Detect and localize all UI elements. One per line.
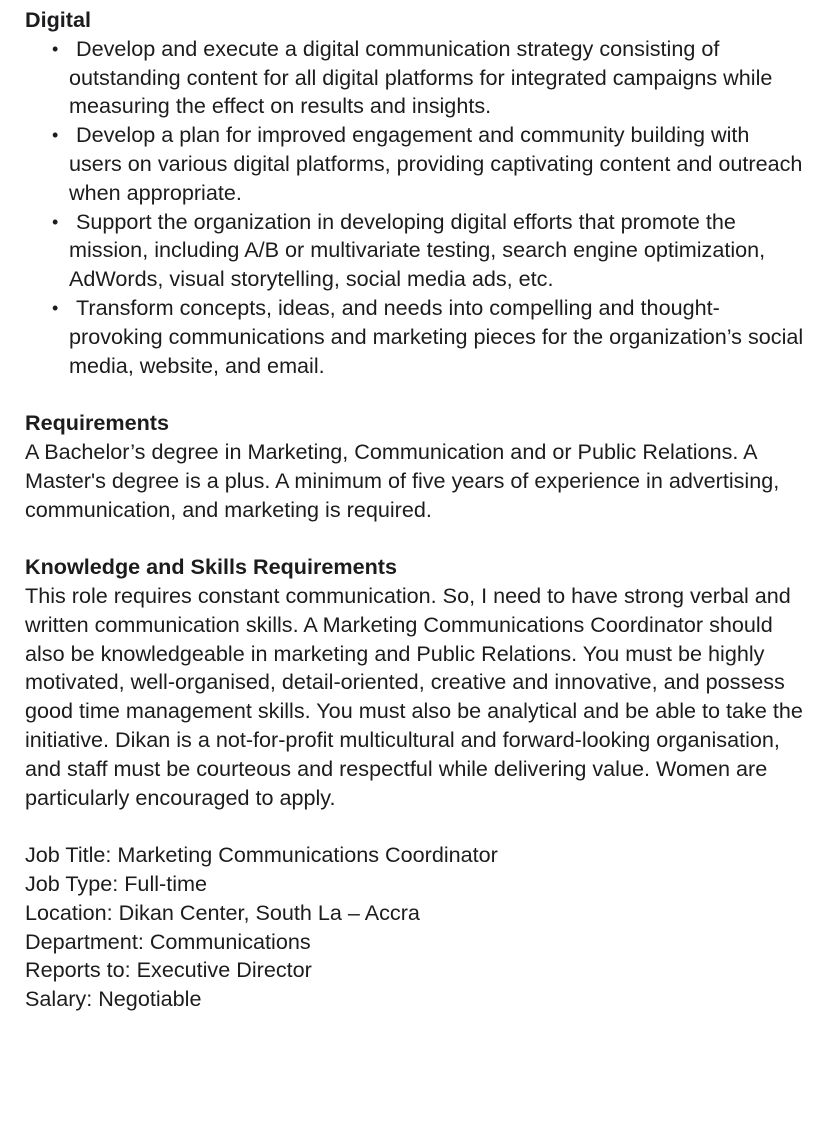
job-details (25, 841, 808, 1014)
bullet-icon: • (52, 211, 59, 232)
knowledge-text: This role requires constant communication. So, I need to have strong verbal and written communication skills. A Marketing Communications Coordinator should also be knowledgeable in marketing and Public Relations. You must be highly motivated, well-organised, detail-oriented, creative and innovative, and possess good time management skills. You must also be analytical and be able to take the initiative. Dikan is a not-for-profit multicultural and forward-looking organisation, and staff must be courteous and respectful while delivering value. Women are particularly encouraged to apply. (25, 582, 803, 810)
digital-bullet-list (25, 35, 808, 381)
digital-bullet-item (25, 35, 808, 121)
digital-bullet-text: Transform concepts, ideas, and needs into compelling and thought-provoking communications and marketing pieces for the organization’s social media, website, and email. (69, 294, 804, 378)
job-type-line: Job Type: Full-time (25, 870, 208, 896)
bullet-icon: • (52, 297, 59, 318)
section-spacer (25, 380, 808, 409)
section-spacer (25, 524, 808, 553)
bullet-icon: • (52, 38, 59, 59)
bullet-icon: • (52, 125, 59, 146)
salary-line: Salary: Negotiable (25, 986, 202, 1012)
requirements-heading: Requirements (25, 410, 169, 436)
reports-to-line: Reports to: Executive Director (25, 957, 312, 983)
location-line: Location: Dikan Center, South La – Accra (25, 899, 420, 925)
digital-bullet-text: Develop a plan for improved engagement and community building with users on various digital platforms, providing captivating content and outreach when appropriate. (69, 122, 803, 205)
digital-heading: Digital (25, 7, 91, 32)
knowledge-heading: Knowledge and Skills Requirements (25, 554, 397, 580)
department-line: Department: Communications (25, 928, 311, 954)
digital-bullet-text: Support the organization in developing digital efforts that promote the mission, including A/B or multivariate testing, search engine optimization, AdWords, visual storytelling, social media ads, etc. (69, 208, 766, 292)
requirements-text: A Bachelor’s degree in Marketing, Communication and or Public Relations. A Master's degree is a plus. A minimum of five years of experience in advertising, communication, and marketing is required. (25, 438, 780, 522)
digital-bullet-item (25, 208, 808, 294)
section-spacer (25, 812, 808, 841)
job-title-line: Job Title: Marketing Communications Coordinator (25, 842, 498, 868)
digital-bullet-text: Develop and execute a digital communication strategy consisting of outstanding content for all digital platforms for integrated campaigns while measuring the effect on results and insights. (69, 35, 773, 119)
digital-bullet-item (25, 121, 808, 207)
digital-bullet-item (25, 294, 808, 380)
